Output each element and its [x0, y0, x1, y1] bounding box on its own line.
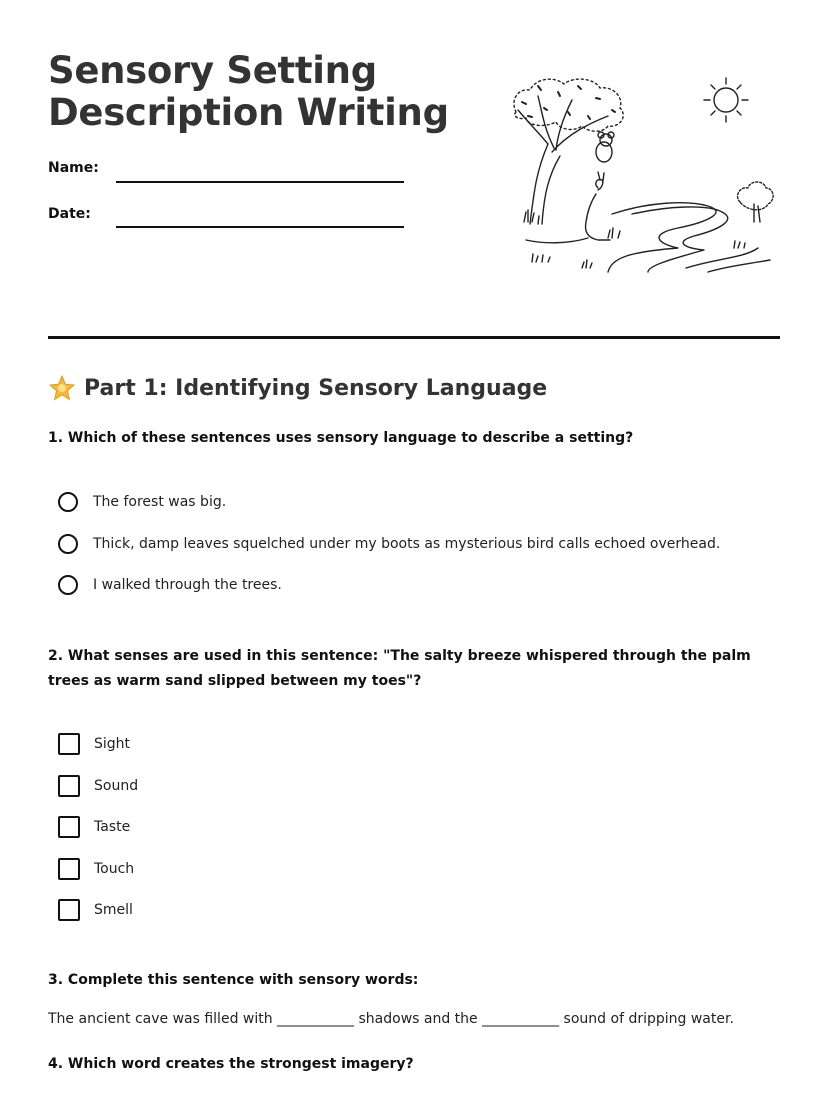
q2-option-smell[interactable]	[58, 899, 133, 921]
checkbox[interactable]	[58, 816, 80, 838]
date-label: Date:	[48, 206, 91, 222]
kangaroo-icon	[526, 172, 610, 243]
tree-icon	[514, 79, 623, 224]
checkbox[interactable]	[58, 733, 80, 755]
q1-option-1[interactable]	[58, 492, 226, 512]
option-label: Smell	[94, 902, 133, 918]
koala-icon	[596, 132, 614, 162]
option-label: Sound	[94, 778, 139, 794]
q1-option-3[interactable]	[58, 575, 282, 595]
option-label: Thick, damp leaves squelched under my boots as mysterious bird calls echoed overhead.	[93, 536, 721, 552]
date-line[interactable]	[116, 226, 404, 228]
header-divider	[48, 336, 780, 339]
part-1-title-text: Part 1: Identifying Sensory Language	[84, 375, 548, 401]
outback-scene-illustration	[508, 72, 780, 284]
title-line-2: Description Writing	[48, 91, 449, 134]
q3-fill-in-sentence[interactable]: The ancient cave was filled with ___________ shadows and the ___________ sound of dripping water.	[48, 1011, 734, 1027]
option-label: Touch	[94, 861, 135, 877]
title-line-1: Sensory Setting	[48, 49, 377, 92]
winding-path-icon	[608, 203, 770, 272]
name-line[interactable]	[116, 181, 404, 183]
checkbox[interactable]	[58, 858, 80, 880]
radio-button[interactable]	[58, 534, 78, 554]
part-1-title	[48, 374, 547, 402]
option-label: Taste	[94, 819, 131, 835]
q2-option-sound[interactable]	[58, 775, 138, 797]
option-label: I walked through the trees.	[93, 577, 282, 593]
star-icon	[48, 374, 76, 402]
q2-option-taste[interactable]	[58, 816, 130, 838]
checkbox[interactable]	[58, 899, 80, 921]
question-4: 4. Which word creates the strongest imagery?	[48, 1056, 414, 1072]
name-label: Name:	[48, 160, 99, 176]
question-3: 3. Complete this sentence with sensory words:	[48, 972, 419, 988]
grass-icon	[524, 210, 745, 268]
option-label: Sight	[94, 736, 131, 752]
bush-icon	[738, 182, 774, 222]
sun-icon	[704, 78, 748, 122]
radio-button[interactable]	[58, 575, 78, 595]
q2-option-touch[interactable]	[58, 858, 134, 880]
radio-button[interactable]	[58, 492, 78, 512]
question-2: 2. What senses are used in this sentence: "The salty breeze whispered through the palm trees as warm sand slipped between my toes"?	[48, 648, 751, 689]
option-label: The forest was big.	[93, 494, 227, 510]
question-1: 1. Which of these sentences uses sensory language to describe a setting?	[48, 430, 634, 446]
checkbox[interactable]	[58, 775, 80, 797]
q1-option-2[interactable]	[58, 534, 720, 554]
q2-option-sight[interactable]	[58, 733, 130, 755]
worksheet-title	[48, 50, 449, 134]
